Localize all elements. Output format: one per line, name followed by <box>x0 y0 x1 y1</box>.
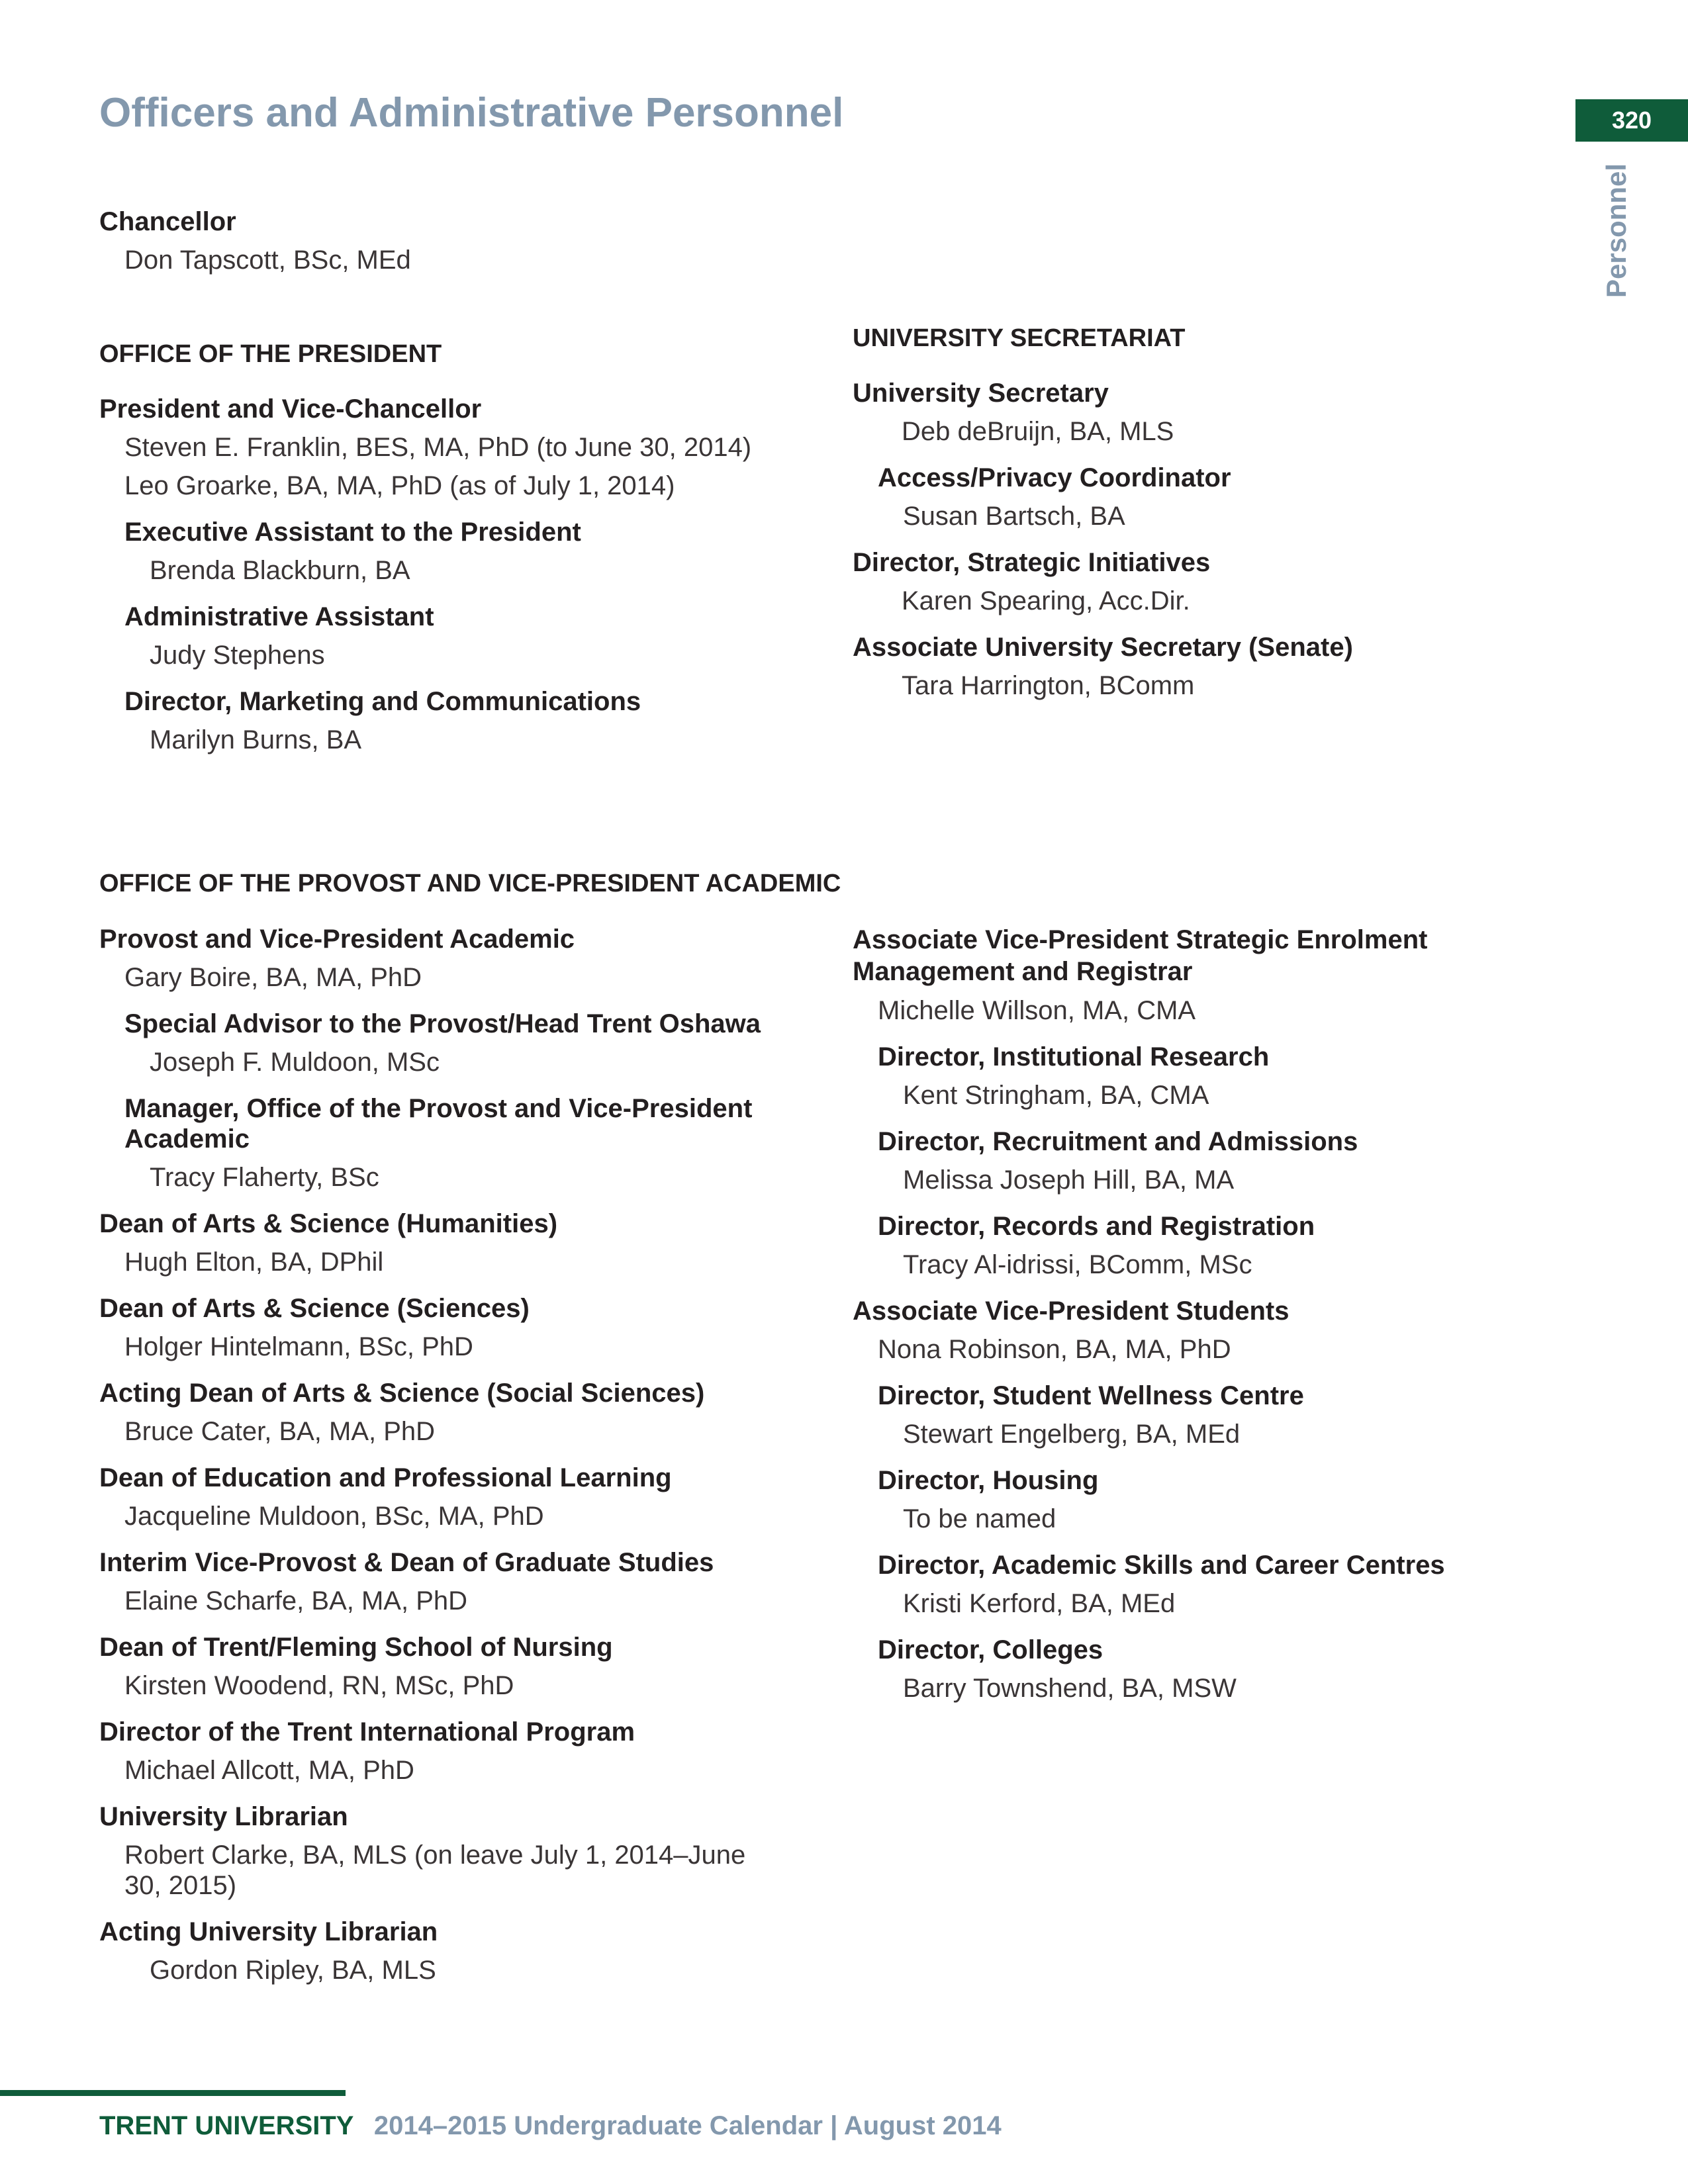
person-name: Hugh Elton, BA, DPhil <box>124 1248 384 1277</box>
role-title: Acting Dean of Arts & Science (Social Sciences) <box>99 1379 705 1408</box>
person-name: Susan Bartsch, BA <box>903 502 1125 531</box>
person-name: Tara Harrington, BComm <box>902 671 1195 700</box>
entry-dean-humanities <box>99 1208 801 1277</box>
entry-special-advisor <box>99 1009 801 1077</box>
person-name: Karen Spearing, Acc.Dir. <box>902 586 1190 615</box>
entry-manager-provost-office <box>99 1093 801 1193</box>
role-title: Associate Vice-President Students <box>853 1297 1289 1326</box>
person-name: Nona Robinson, BA, MA, PhD <box>878 1335 1231 1364</box>
entry-dean-graduate-studies <box>99 1547 801 1616</box>
person-name: Michelle Willson, MA, CMA <box>878 996 1196 1025</box>
role-title: Administrative Assistant <box>124 602 434 631</box>
entry-associate-secretary <box>853 632 1515 701</box>
person-name: Judy Stephens <box>150 641 325 670</box>
entry-dean-nursing <box>99 1632 801 1701</box>
entry-dean-education <box>99 1463 801 1531</box>
person-name: Deb deBruijn, BA, MLS <box>902 417 1174 446</box>
person-name: Barry Townshend, BA, MSW <box>903 1674 1237 1703</box>
entry-director-colleges <box>853 1635 1515 1704</box>
role-title: Manager, Office of the Provost and Vice-President Academic <box>124 1094 753 1154</box>
person-name: Jacqueline Muldoon, BSc, MA, PhD <box>124 1502 544 1531</box>
entry-director-recruitment <box>853 1126 1515 1195</box>
person-name: Michael Allcott, MA, PhD <box>124 1756 414 1785</box>
role-title: University Librarian <box>99 1802 348 1831</box>
office-provost-section <box>99 870 1026 923</box>
person-name: Kirsten Woodend, RN, MSc, PhD <box>124 1671 514 1700</box>
provost-left-column <box>99 924 801 2001</box>
role-title: Acting University Librarian <box>99 1917 438 1946</box>
entry-acting-librarian <box>99 1917 801 1985</box>
page-number-badge: 320 <box>1575 99 1688 142</box>
page-footer <box>99 2111 1002 2141</box>
person-name: Leo Groarke, BA, MA, PhD (as of July 1, 2014) <box>124 471 675 500</box>
role-title: Interim Vice-Provost & Dean of Graduate Studies <box>99 1548 714 1577</box>
role-title: Special Advisor to the Provost/Head Trent Oshawa <box>124 1009 761 1038</box>
entry-director-tip <box>99 1717 801 1786</box>
role-title: Dean of Education and Professional Learning <box>99 1463 672 1492</box>
footer-calendar: 2014–2015 Undergraduate Calendar | August 2014 <box>373 2111 1002 2140</box>
entry-university-secretary <box>853 378 1515 447</box>
entry-director-wellness <box>853 1381 1515 1449</box>
office-president-section <box>99 340 814 771</box>
role-title: Director, Recruitment and Admissions <box>878 1127 1358 1156</box>
person-name: Joseph F. Muldoon, MSc <box>150 1048 440 1077</box>
role-title: University Secretary <box>853 379 1109 408</box>
person-name: Tracy Al-idrissi, BComm, MSc <box>903 1250 1252 1279</box>
entry-director-records <box>853 1211 1515 1280</box>
section-heading: OFFICE OF THE PRESIDENT <box>99 340 442 368</box>
role-title: Dean of Trent/Fleming School of Nursing <box>99 1633 613 1662</box>
section-side-tab: Personnel <box>1601 163 1632 298</box>
role-title: Director, Marketing and Communications <box>124 687 641 716</box>
entry-president <box>99 394 814 501</box>
entry-dean-social-sciences <box>99 1378 801 1447</box>
entry-university-librarian <box>99 1801 801 1901</box>
role-title: Director, Academic Skills and Career Centres <box>878 1551 1445 1580</box>
entry-director-institutional-research <box>853 1042 1515 1111</box>
entry-director-marketing <box>99 686 814 755</box>
role-title: Associate University Secretary (Senate) <box>853 633 1353 662</box>
person-name: Gordon Ripley, BA, MLS <box>150 1956 436 1985</box>
person-name: Steven E. Franklin, BES, MA, PhD (to June 30, 2014) <box>124 433 752 462</box>
person-name: Brenda Blackburn, BA <box>150 556 410 585</box>
person-name: Stewart Engelberg, BA, MEd <box>903 1420 1241 1449</box>
section-heading: OFFICE OF THE PROVOST AND VICE-PRESIDENT ACADEMIC <box>99 870 841 897</box>
entry-access-privacy <box>853 463 1515 531</box>
role-title: Director, Strategic Initiatives <box>853 548 1211 577</box>
person-name: Kristi Kerford, BA, MEd <box>903 1589 1176 1618</box>
role-title: Executive Assistant to the President <box>124 518 581 547</box>
role-title: Access/Privacy Coordinator <box>878 463 1231 492</box>
role-title: Director, Housing <box>878 1466 1099 1495</box>
provost-right-column <box>853 924 1515 1719</box>
entry-dean-sciences <box>99 1293 801 1362</box>
entry-executive-assistant <box>99 517 814 586</box>
role-title: Director, Institutional Research <box>878 1042 1270 1071</box>
person-name: Don Tapscott, BSc, MEd <box>124 246 411 275</box>
footer-university: TRENT UNIVERSITY <box>99 2111 353 2140</box>
role-title: Provost and Vice-President Academic <box>99 925 575 954</box>
role-title: Dean of Arts & Science (Humanities) <box>99 1209 558 1238</box>
person-name: To be named <box>903 1504 1056 1533</box>
person-name: Holger Hintelmann, BSc, PhD <box>124 1332 473 1361</box>
person-name: Melissa Joseph Hill, BA, MA <box>903 1165 1235 1195</box>
entry-director-housing <box>853 1465 1515 1534</box>
entry-avp-enrolment <box>853 924 1515 1026</box>
role-title: Director, Student Wellness Centre <box>878 1381 1304 1410</box>
role-title: Director, Records and Registration <box>878 1212 1315 1241</box>
page-title: Officers and Administrative Personnel <box>99 90 844 136</box>
role-title: Director of the Trent International Program <box>99 1717 635 1747</box>
entry-administrative-assistant <box>99 602 814 670</box>
entry-chancellor <box>99 206 814 275</box>
entry-provost <box>99 924 801 993</box>
entry-avp-students <box>853 1296 1515 1365</box>
person-name: Robert Clarke, BA, MLS (on leave July 1, 2014–June 30, 2015) <box>124 1841 746 1900</box>
person-name: Tracy Flaherty, BSc <box>150 1163 379 1192</box>
secretariat-section <box>853 324 1515 717</box>
person-name: Kent Stringham, BA, CMA <box>903 1081 1209 1110</box>
role-title: President and Vice-Chancellor <box>99 394 482 424</box>
person-name: Marilyn Burns, BA <box>150 725 362 754</box>
role-title: Chancellor <box>99 207 236 236</box>
role-title: Associate Vice-President Strategic Enrolment Management and Registrar <box>853 925 1428 986</box>
footer-rule <box>0 2090 346 2096</box>
person-name: Elaine Scharfe, BA, MA, PhD <box>124 1586 468 1615</box>
role-title: Director, Colleges <box>878 1635 1103 1664</box>
person-name: Gary Boire, BA, MA, PhD <box>124 963 422 992</box>
entry-strategic-initiatives <box>853 547 1515 616</box>
section-heading: UNIVERSITY SECRETARIAT <box>853 324 1186 352</box>
role-title: Dean of Arts & Science (Sciences) <box>99 1294 530 1323</box>
chancellor-block <box>99 206 814 291</box>
person-name: Bruce Cater, BA, MA, PhD <box>124 1417 436 1446</box>
entry-director-academic-skills <box>853 1550 1515 1619</box>
